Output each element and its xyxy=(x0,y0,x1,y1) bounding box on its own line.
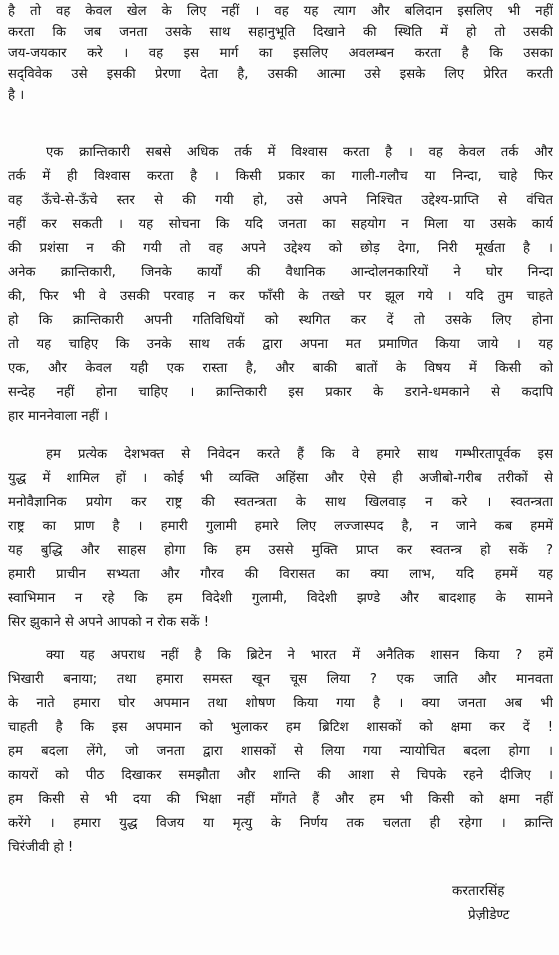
body-line: हम प्रत्येक देशभक्त से निवेदन करते हैं कि वे हमारे साथ गम्भीरतापूर्वक इस xyxy=(46,447,553,462)
body-line: चिरंजीवी हो ! xyxy=(8,840,74,855)
signature-title: प्रेज़ीडेण्ट xyxy=(468,907,510,923)
body-line: कायरों को पीठ दिखाकर समझौता और शान्ति की आशा से चिपके रहने दीजिए । xyxy=(8,768,553,783)
body-line: के नाते हमारा घोर अपमान तथा शोषण किया गया है । क्या जनता अब भी xyxy=(8,696,553,711)
body-line: हो कि क्रान्तिकारी अपनी गतिविधियों को स्थगित कर दें तो उसके लिए होना xyxy=(8,313,553,328)
body-line: हम किसी से भी दया की भिक्षा नहीं माँगते हैं और हम भी किसी को क्षमा नहीं xyxy=(8,792,553,807)
body-line: करेंगे । हमारा युद्ध विजय या मृत्यु के निर्णय तक चलता ही रहेगा । क्रान्ति xyxy=(8,816,553,831)
body-line: नहीं कर सकती । यह सोचना कि यदि जनता का सहयोग न मिला या उसके कार्य xyxy=(8,217,553,232)
body-line: राष्ट्र का प्राण है । हमारी गुलामी हमारे लिए लज्जास्पद है, न जाने कब हममें xyxy=(8,519,553,534)
signature-name: करतारसिंह xyxy=(452,883,505,899)
body-line: हमारी प्राचीन सभ्यता और गौरव की विरासत का क्या लाभ, यदि हममें यह xyxy=(8,567,553,582)
body-line: है । xyxy=(8,88,25,103)
body-line: की, फिर भी वे उसकी परवाह न कर फाँसी के तख्ते पर झूल गये । यदि तुम चाहते xyxy=(8,289,553,304)
body-line: अनेक क्रान्तिकारी, जिनके कार्यों की वैधानिक आन्दोलनकारियों ने घोर निन्दा xyxy=(8,265,553,280)
body-line: सन्देह नहीं होना चाहिए । क्रान्तिकारी इस प्रकार के डराने-धमकाने से कदापि xyxy=(8,385,553,400)
body-line: की प्रशंसा न की गयी तो वह अपने उद्देश्य को छोड़ देगा, निरी मूर्खता है । xyxy=(8,241,553,256)
body-line: हार माननेवाला नहीं । xyxy=(8,409,109,424)
body-line: स्वाभिमान न रहे कि हम विदेशी गुलामी, विदेशी झण्डे और बादशाह के सामने xyxy=(8,591,553,606)
body-line: क्या यह अपराध नहीं है कि ब्रिटेन ने भारत में अनैतिक शासन किया ? हमें xyxy=(46,648,553,663)
body-line: युद्ध में शामिल हों । कोई भी व्यक्ति अहिंसा और ऐसे ही अजीबो-गरीब तरीकों से xyxy=(8,471,553,486)
body-line: भिखारी बनाया; तथा हमारा समस्त खून चूस लिया ? एक जाति और मानवता xyxy=(8,672,553,687)
body-line: तर्क में ही विश्वास करता है । किसी प्रकार का गाली-गलौच या निन्दा, चाहे फिर xyxy=(8,169,553,184)
body-line: मनोवैज्ञानिक प्रयोग कर राष्ट्र की स्वतन्त्रता के साथ खिलवाड़ न करे । स्वतन्त्रता xyxy=(8,495,553,510)
body-line: वह ऊँचे-से-ऊँचे स्तर से की गयी हो, उसे अपने निश्चित उद्देश्य-प्राप्ति से वंचित xyxy=(8,193,553,208)
body-line: जय-जयकार करे । वह इस मार्ग का इसलिए अवलम्बन करता है कि उसका xyxy=(8,46,553,61)
body-line: है तो वह केवल खेल के लिए नहीं । वह यह त्याग और बलिदान इसलिए भी नहीं xyxy=(8,4,553,19)
body-line: सद्‌विवेक उसे इसकी प्रेरणा देता है, उसकी आत्मा उसे इसके लिए प्रेरित करती xyxy=(8,67,553,82)
body-line: हम बदला लेंगे, जो जनता द्वारा शासकों से लिया गया न्यायोचित बदला होगा । xyxy=(8,744,553,759)
body-line: चाहती है कि इस अपमान को भुलाकर हम ब्रिटिश शासकों को क्षमा कर दें ! xyxy=(8,720,553,735)
body-line: करता कि जब जनता उसके साथ सहानुभूति दिखाने की स्थिति में हो तो उसकी xyxy=(8,25,553,40)
body-line: तो यह चाहिए कि उनके साथ तर्क द्वारा अपना मत प्रमाणित किया जाये । यह xyxy=(8,337,553,352)
body-line: एक, और केवल यही एक रास्ता है, और बाकी बातों के विषय में किसी को xyxy=(8,361,553,376)
body-line: सिर झुकाने से अपने आपको न रोक सकें ! xyxy=(8,615,209,630)
body-line: एक क्रान्तिकारी सबसे अधिक तर्क में विश्वास करता है । वह केवल तर्क और xyxy=(46,145,553,160)
body-line: यह बुद्धि और साहस होगा कि हम उससे मुक्ति प्राप्त कर स्वतन्त्र हो सकें ? xyxy=(8,543,553,558)
